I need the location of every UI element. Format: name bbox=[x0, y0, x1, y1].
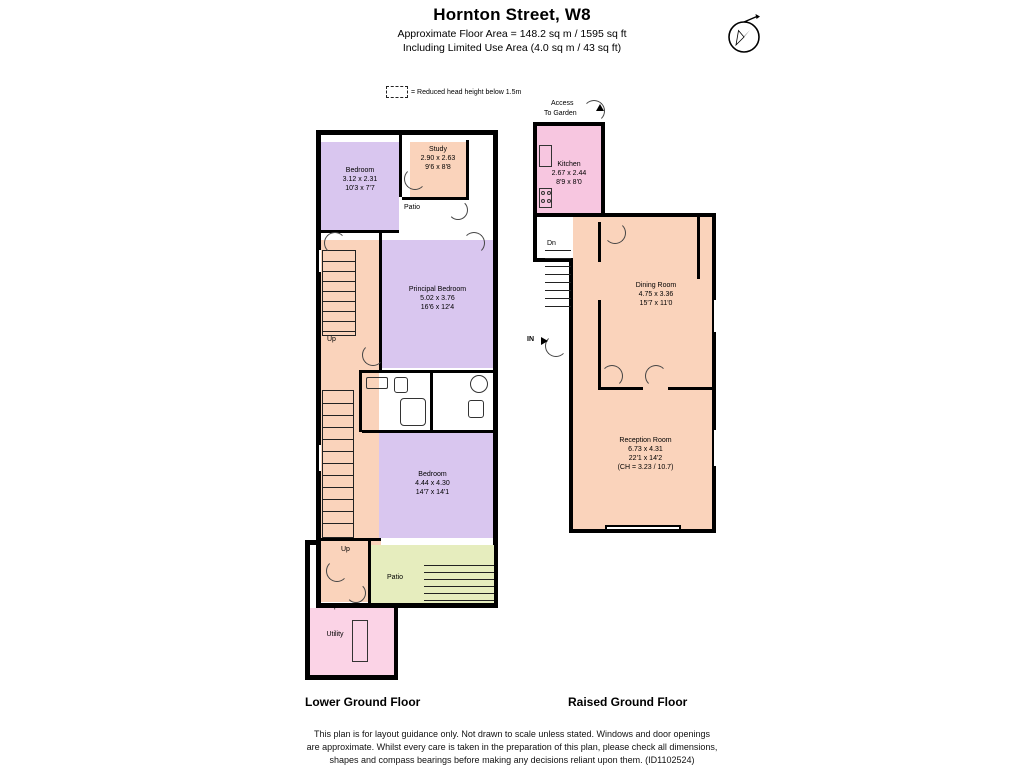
wc-icon bbox=[468, 400, 484, 418]
door-icon bbox=[346, 583, 366, 603]
room-label-dining-room: Dining Room 4.75 x 3.36 15'7 x 11'0 bbox=[635, 282, 677, 307]
room-label-patio-lower: Patio bbox=[387, 574, 403, 581]
wall bbox=[359, 370, 362, 432]
room-label-utility: Utility bbox=[326, 631, 344, 638]
wall bbox=[493, 130, 498, 608]
wall bbox=[430, 373, 433, 431]
annotation-access: Access bbox=[551, 100, 574, 107]
room-label-kitchen: Kitchen 2.67 x 2.44 8'9 x 8'0 bbox=[551, 161, 587, 186]
disclaimer bbox=[0, 728, 1024, 767]
disclaimer-line-1: This plan is for layout guidance only. Not drawn to scale unless stated. Windows and door openings bbox=[313, 729, 711, 739]
utility-unit-icon bbox=[352, 620, 368, 662]
door-icon bbox=[645, 365, 667, 387]
hob-ring-icon bbox=[541, 199, 545, 203]
compass-icon bbox=[720, 10, 768, 58]
limited-use-area-text: Including Limited Use Area (4.0 sq m / 43 sq ft) bbox=[402, 42, 622, 54]
hob-ring-icon bbox=[547, 191, 551, 195]
room-label-reception-room: Reception Room 6.73 x 4.31 22'1 x 14'2 (CH = 3.23 / 10.7) bbox=[617, 437, 674, 471]
room-label-study: Study 2.90 x 2.63 9'6 x 8'8 bbox=[420, 146, 456, 171]
window bbox=[714, 430, 716, 466]
legend-label: = Reduced head height below 1.5m bbox=[411, 88, 522, 96]
wall bbox=[697, 217, 700, 279]
room-label-bedroom-upper: Bedroom 3.12 x 2.31 10'3 x 7'7 bbox=[342, 167, 378, 192]
annotation-up-3: Up bbox=[329, 603, 338, 610]
wall bbox=[598, 222, 601, 262]
legend bbox=[386, 86, 521, 98]
wall bbox=[362, 430, 493, 433]
annotation-to-garden: To Garden bbox=[544, 110, 577, 117]
wall bbox=[601, 387, 643, 390]
hob-ring-icon bbox=[547, 199, 551, 203]
window bbox=[607, 527, 679, 529]
door-icon bbox=[326, 560, 348, 582]
wall bbox=[321, 538, 381, 541]
wall bbox=[399, 135, 402, 197]
shower-icon bbox=[470, 375, 488, 393]
exterior-steps bbox=[424, 565, 494, 603]
door-icon bbox=[362, 344, 384, 366]
room-label-bedroom-lower: Bedroom 4.44 x 4.30 14'7 x 14'1 bbox=[415, 471, 450, 496]
door-icon bbox=[324, 232, 346, 254]
door-icon bbox=[601, 365, 623, 387]
window bbox=[319, 445, 321, 471]
floor-area-text: Approximate Floor Area = 148.2 sq m / 1595 sq ft bbox=[397, 28, 627, 40]
door-icon bbox=[448, 200, 468, 220]
disclaimer-line-3: shapes and compass bearings before making any decisions reliant upon them. (ID1102524) bbox=[329, 755, 695, 765]
room-label-principal-bedroom: Principal Bedroom 5.02 x 3.76 16'6 x 12'4 bbox=[408, 286, 467, 311]
annotation-up-1: Up bbox=[327, 336, 336, 343]
door-icon bbox=[463, 232, 485, 254]
wall bbox=[601, 122, 605, 217]
entrance-arrow-icon bbox=[541, 337, 548, 345]
wall bbox=[316, 130, 498, 135]
disclaimer-line-2: are approximate. Whilst every care is taken in the preparation of this plan, please check all dimensions, bbox=[306, 742, 718, 752]
wall bbox=[368, 541, 371, 603]
room-label-patio-upper: Patio bbox=[404, 204, 420, 211]
access-arrow-icon bbox=[596, 104, 604, 111]
annotation-in: IN bbox=[527, 336, 534, 343]
wall bbox=[668, 387, 712, 390]
basin-icon bbox=[366, 377, 388, 389]
page-title: Hornton Street, W8 bbox=[433, 5, 591, 24]
staircase-down bbox=[545, 250, 571, 308]
staircase-upper bbox=[322, 250, 356, 336]
door-icon bbox=[604, 222, 626, 244]
window bbox=[714, 300, 716, 332]
floor-label-lower-ground: Lower Ground Floor bbox=[305, 695, 421, 709]
floor-label-raised-ground: Raised Ground Floor bbox=[568, 695, 688, 709]
annotation-up-2: Up bbox=[341, 546, 350, 553]
legend-swatch bbox=[386, 86, 408, 98]
bath-icon bbox=[400, 398, 426, 426]
hob-ring-icon bbox=[541, 191, 545, 195]
wc-icon bbox=[394, 377, 408, 393]
staircase-lower bbox=[322, 390, 354, 538]
annotation-dn: Dn bbox=[547, 240, 556, 247]
wall bbox=[712, 213, 716, 533]
window bbox=[319, 250, 321, 272]
wall bbox=[305, 675, 398, 680]
entrance-door-icon[interactable] bbox=[545, 335, 567, 357]
wall bbox=[359, 370, 493, 373]
